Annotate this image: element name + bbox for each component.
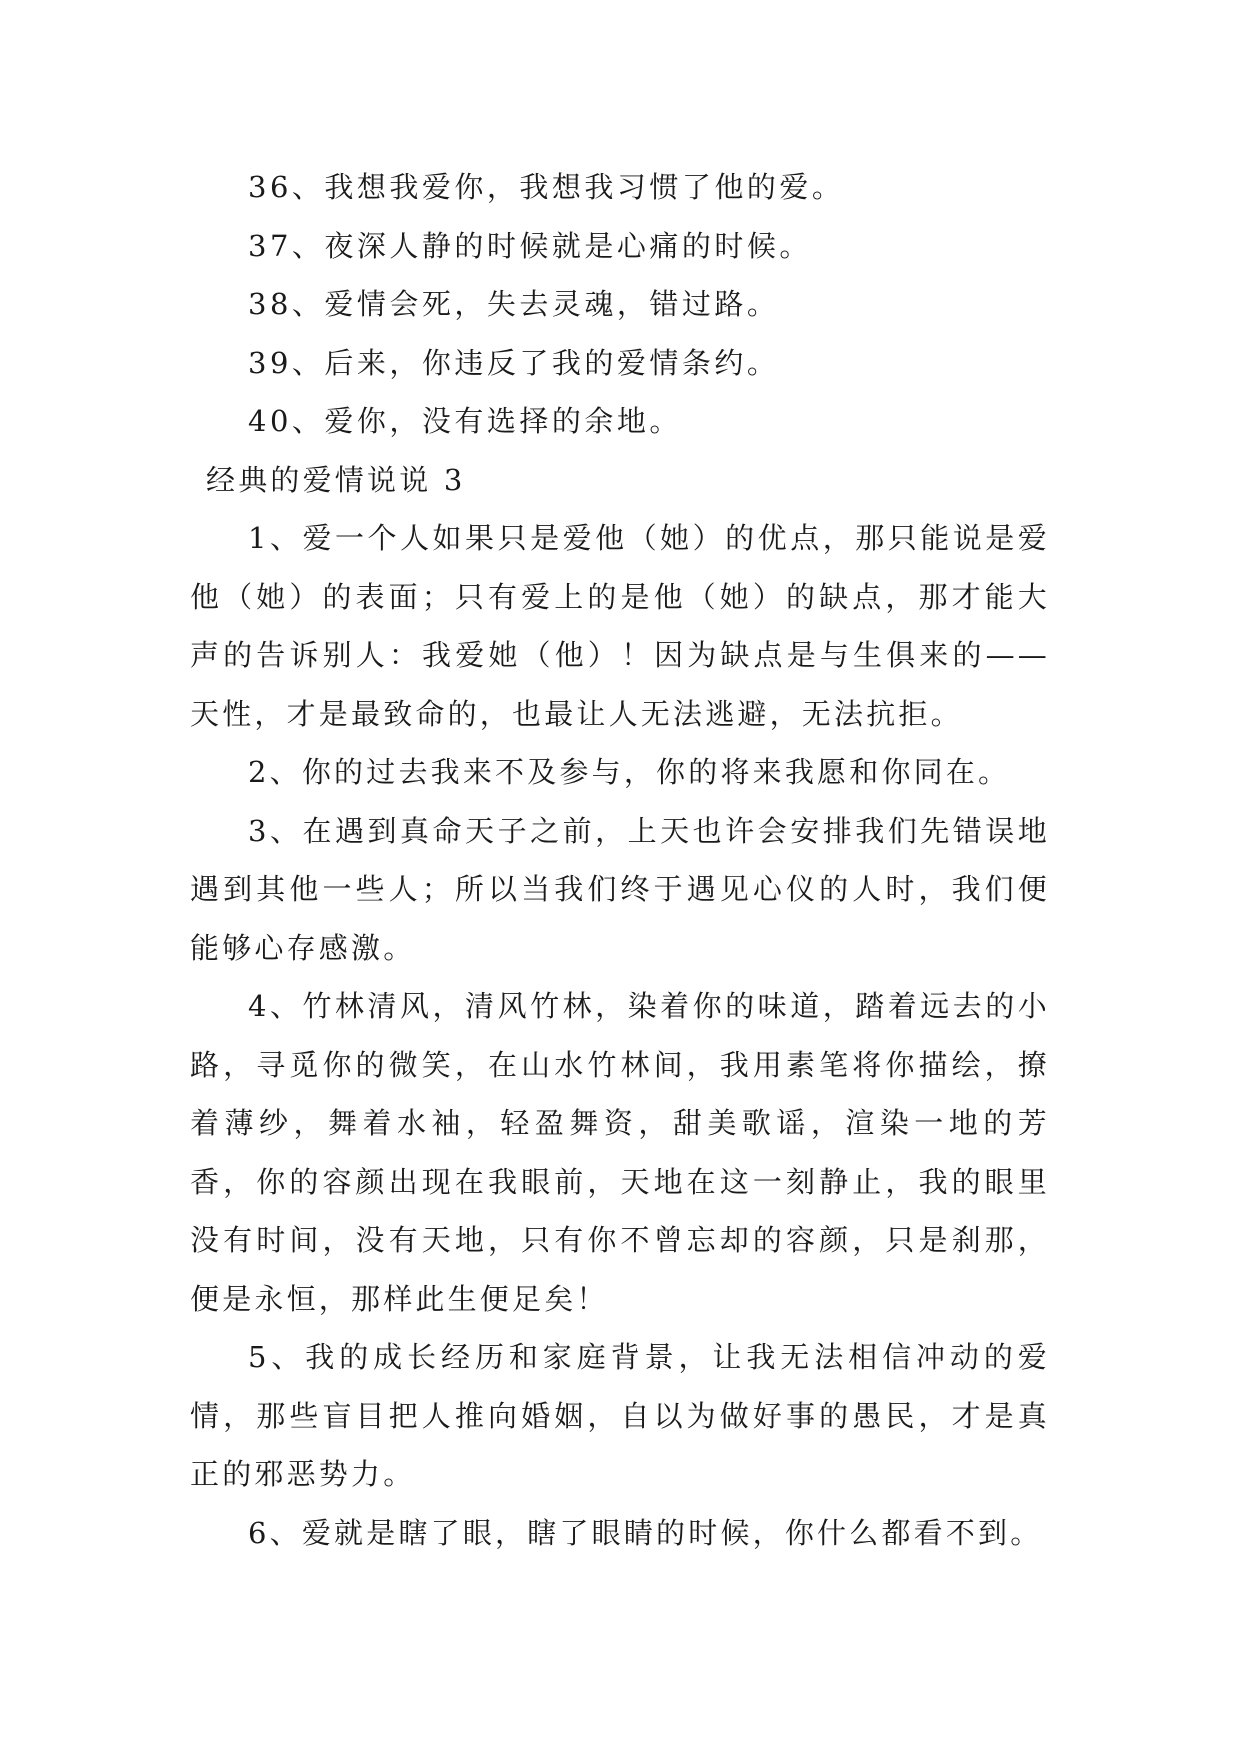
paragraph: 3、在遇到真命天子之前，上天也许会安排我们先错误地遇到其他一些人；所以当我们终于遇见心仪的人时，我们便能够心存感激。 <box>190 813 1050 965</box>
section-title: 经典的爱情说说 3 <box>206 462 466 497</box>
text-line: 40、爱你，没有选择的余地。 <box>248 404 682 438</box>
text-line: 37、夜深人静的时候就是心痛的时候。 <box>248 228 812 263</box>
text-line: 39、后来，你违反了我的爱情条约。 <box>248 345 780 380</box>
text-line: 38、爱情会死，失去灵魂，错过路。 <box>248 287 780 321</box>
document-body <box>190 158 1050 1562</box>
paragraph: 4、竹林清风，清风竹林，染着你的味道，踏着远去的小路，寻觅你的微笑，在山水竹林间，我用素笔将你描绘，撩着薄纱，舞着水袖，轻盈舞资，甜美歌谣，渲染一地的芳香，你的容颜出现在我眼前，天地在这一刻静止，我的眼里没有时间，没有天地，只有你不曾忘却的容颜，只是刹那，便是永恒，那样此生便足矣！ <box>190 989 1050 1316</box>
paragraph: 2、你的过去我来不及参与，你的将来我愿和你同在。 <box>248 755 1011 789</box>
paragraph: 1、爱一个人如果只是爱他（她）的优点，那只能说是爱他（她）的表面；只有爱上的是他（她）的缺点，那才能大声的告诉别人：我爱她（他）！因为缺点是与生俱来的——天性，才是最致命的，也最让人无法逃避，无法抗拒。 <box>190 521 1050 731</box>
paragraph: 5、我的成长经历和家庭背景，让我无法相信冲动的爱情，那些盲目把人推向婚姻，自以为做好事的愚民，才是真正的邪恶势力。 <box>190 1340 1050 1491</box>
paragraph: 6、爱就是瞎了眼，瞎了眼睛的时候，你什么都看不到。 <box>248 1515 1043 1550</box>
text-line: 36、我想我爱你，我想我习惯了他的爱。 <box>248 170 845 204</box>
